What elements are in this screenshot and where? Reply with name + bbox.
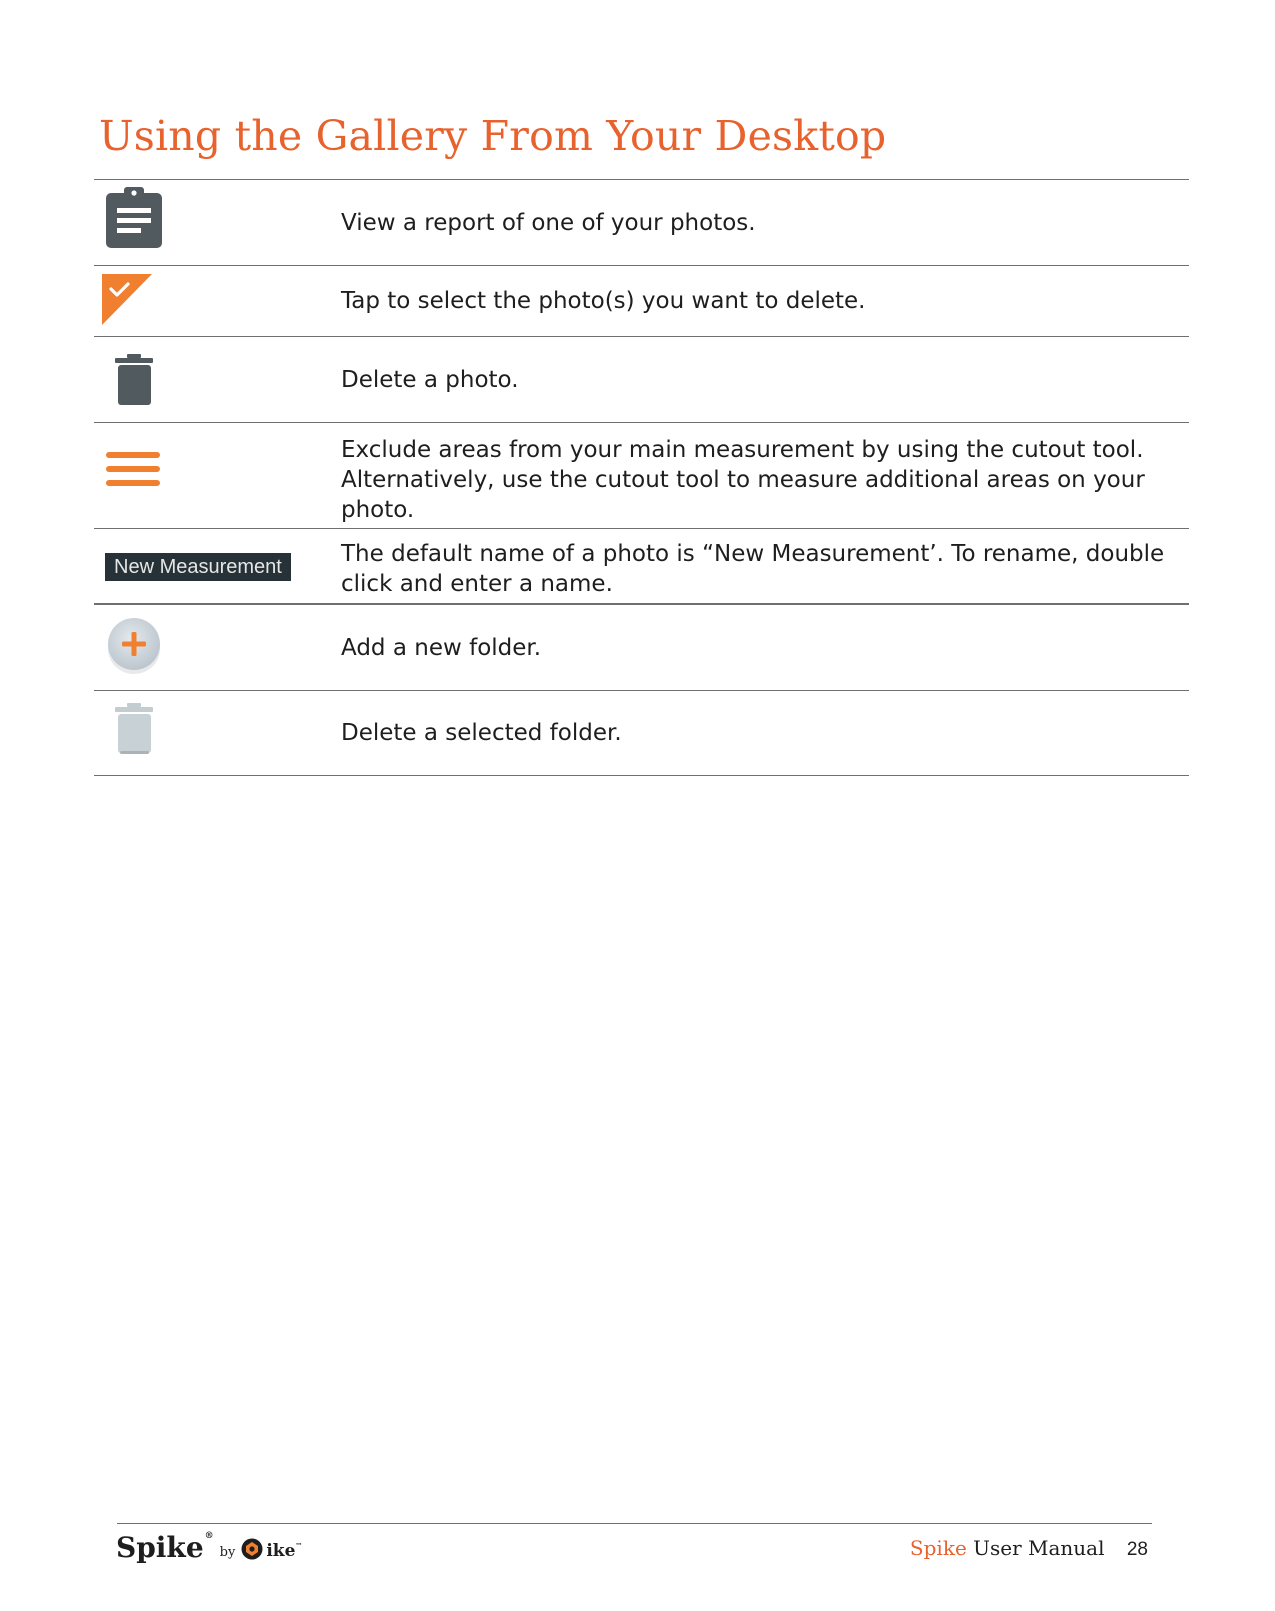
table-row-select-photo [94,266,1189,337]
row-description: The default name of a photo is “New Measurement’. To rename, double click and enter a name. [341,541,1165,597]
page-number: 28 [1126,1539,1148,1560]
row-description: Delete a photo. [341,366,519,393]
new-measurement-name-chip: New Measurement [105,553,291,581]
select-check-corner-icon [102,274,152,326]
logo-ike-wordmark: ike™ [266,1541,303,1561]
footer-brand: Spike [909,1536,967,1560]
trash-dark-icon [115,354,155,406]
row-description: Tap to select the photo(s) you want to delete. [341,288,866,314]
footer-rule [117,1523,1152,1524]
logo-spike-wordmark: Spike® [116,1531,214,1564]
ike-logo-icon [241,1538,263,1560]
cutout-menu-icon [106,452,162,490]
table-row-view-report [94,180,1189,266]
table-row-delete-folder [94,691,1189,776]
table-row-cutout-tool [94,423,1189,529]
row-description: Exclude areas from your main measurement by using the cutout tool. Alternatively, use the cutout tool to measure additional areas on your photo. [341,437,1145,523]
logo-by-text: by [219,1545,236,1560]
add-folder-plus-icon [104,615,164,677]
footer-manual-text: User Manual [973,1536,1105,1560]
table-row-photo-name [94,529,1189,605]
row-description: View a report of one of your photos. [341,209,756,236]
footer-manual-label [910,1536,1148,1561]
footer-logo [116,1531,302,1564]
row-description: Delete a selected folder. [341,720,622,746]
table-row-add-folder [94,605,1189,691]
page-title: Using the Gallery From Your Desktop [99,112,887,160]
table-row-delete-photo [94,337,1189,423]
trash-light-icon [115,703,155,755]
row-description: Add a new folder. [341,634,542,661]
icon-reference-table [94,179,1189,776]
report-clipboard-icon [105,187,163,249]
